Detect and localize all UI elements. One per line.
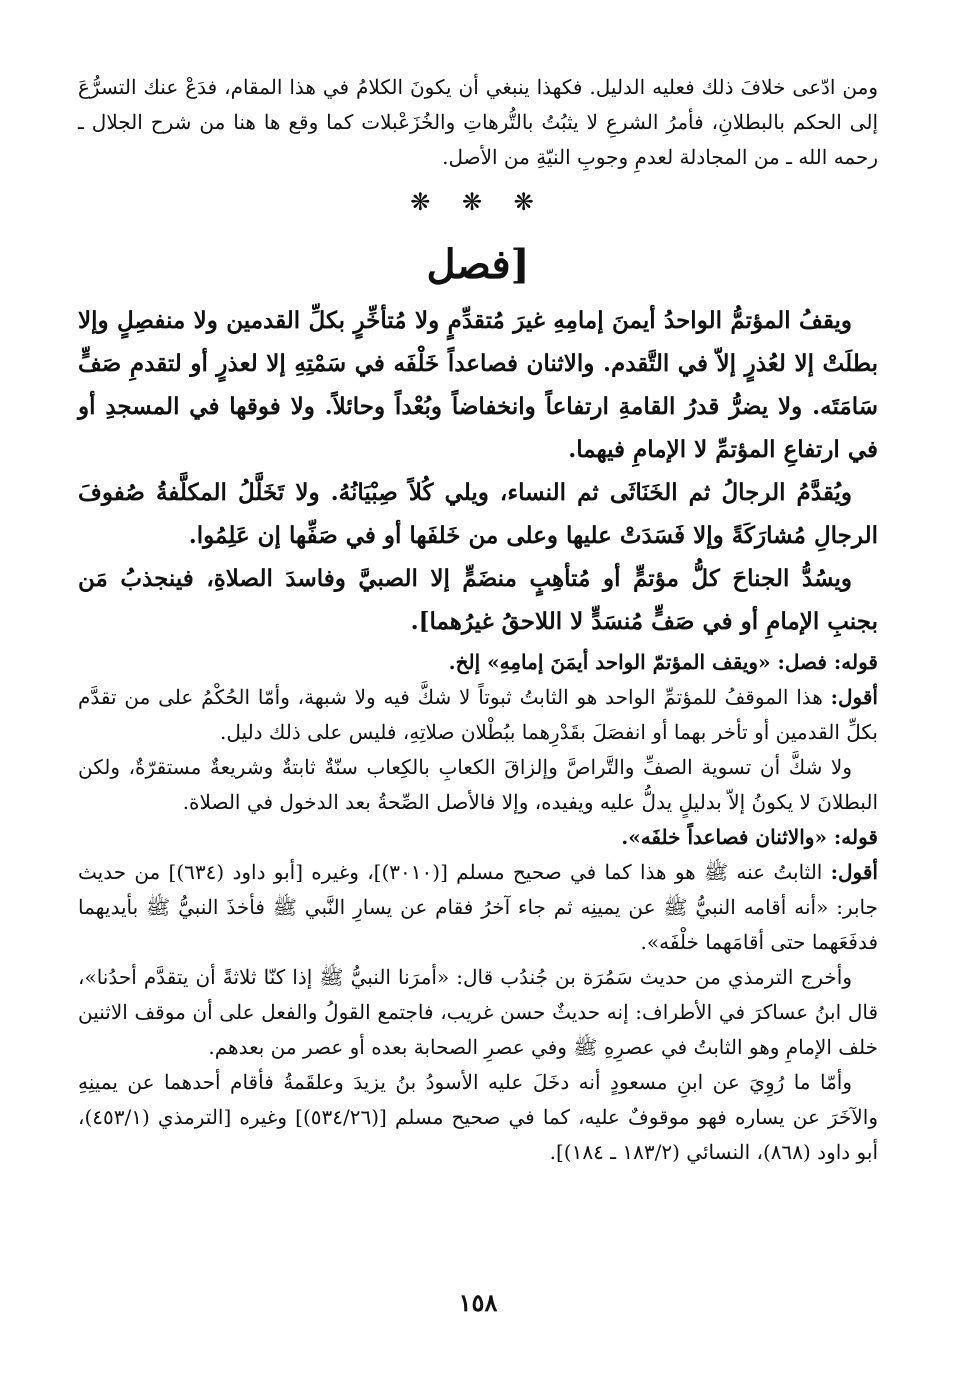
commentary-paragraph (78, 680, 878, 750)
commentary-text: ولا شكَّ أن تسوية الصفِّ والتَّراصَّ وإلزاقَ الكعابِ بالكِعاب سنّةٌ ثابتةٌ وشريعةٌ مستقرّةٌ، ولكن البطلانَ لا يكونُ إلاّ بدليلٍ يدلُّ عليه ويفيده، وإلا فالأصل الصِّحةُ بعد الدخول في الصلاة. (78, 755, 878, 814)
commentary-lead: أقول: (830, 860, 878, 884)
commentary-block (78, 645, 878, 1170)
commentary-lead: قوله: «والاثنان فصاعداً خلفَه». (621, 825, 878, 849)
commentary-lead: أقول: (830, 685, 878, 709)
matn-paragraph: ويسُدُّ الجناحَ كلُّ مؤتمٍّ أو مُتأهِبٍ منضَمٍّ إلا الصبيَّ وفاسدَ الصلاةِ، فينجذبُ مَن بجنبِ الإمامِ أو في صَفٍّ مُنسَدٍّ لا اللاحقُ غيرُهما]. (78, 565, 878, 635)
commentary-paragraph (78, 960, 878, 1065)
commentary-heading (78, 645, 878, 680)
commentary-paragraph (78, 855, 878, 960)
commentary-paragraph (78, 750, 878, 820)
commentary-heading (78, 820, 878, 855)
matn-paragraph: ويقفُ المؤتمُّ الواحدُ أيمنَ إمامِهِ غيرَ مُتقدِّمٍ ولا مُتأخِّرٍ بكلِّ القدمين ولا منفصِلٍ وإلا بطلَتْ إلا لعُذرٍ إلاّ في التَّقدم. والاثنان فصاعداً خَلْفَه في سَمْتِهِ إلا لعذرٍ أو لتقدمِ صَفٍّ سَامَتَه. ولا يضرُّ قدرُ القامةِ ارتفاعاً وانخفاضاً وبُعْداً وحائلاً. ولا فوقها في المسجدِ أو في ارتفاعِ المؤتمِّ لا الإمامِ فيهما. (78, 307, 878, 463)
intro-paragraph: ومن ادّعى خلافَ ذلك فعليه الدليل. فكهذا ينبغي أن يكونَ الكلامُ في هذا المقام، فدَعْ عنك التسرُّعَ إلى الحكم بالبطلانِ، فأمرُ الشرعِ لا يثبُتُ بالتُّرهاتِ والخُزَعْبلات كما وقع ها هنا من شرح الجلال ـ رحمه الله ـ من المجادلة لعدمِ وجوبِ النيّةِ من الأصل. (78, 75, 878, 169)
matn-paragraph: ويُقدَّمُ الرجالُ ثم الخَنَاثَى ثم النساء، ويلي كُلاً صِبْيَانُهُ. ولا تَخَلَّلُ المكلَّفةُ صُفوفَ الرجالِ مُشارَكَةً وإلا فَسَدَتْ عليها وعلى من خَلفَها أو في صَفِّها إن عَلِمُوا. (78, 479, 878, 549)
commentary-text: وأخرج الترمذي من حديث سَمُرَة بن جُندُب قال: «أمرَنا النبيُّ ﷺ إذا كنّا ثلاثةً أن يتقدَّم أحدُنا»، قال ابنُ عساكرَ في الأطراف: إنه حديثٌ حسن غريب، فاجتمع القولُ والفعل على أن موقف الاثنين خلف الإمامِ وهو الثابتُ في عصرِهِ ﷺ وفي عصرِ الصحابة بعده أو عصر من بعدهم. (78, 965, 878, 1059)
commentary-lead: قوله: فصل: «ويقف المؤتمّ الواحد أيمَنَ إمامِهِ» إلخ. (448, 650, 878, 674)
matn-block (78, 299, 878, 643)
section-title: [فصل (426, 241, 530, 288)
commentary-text: هذا الموقفُ للمؤتمِّ الواحد هو الثابتُ ثبوتاً لا شكَّ فيه ولا شبهة، وأمّا الحُكْمُ على من تقدَّم بكلِّ القدمين أو تأخر بهما أو انفصَلَ بقَدْرِهما ببُطْلان صلاتِهِ، فليس على ذلك دليل. (78, 685, 878, 744)
commentary-paragraph (78, 1065, 878, 1170)
commentary-text: الثابتُ عنه ﷺ هو هذا كما في صحيح مسلم [(٣٠١٠)]، وغيره [أبو داود (٦٣٤)] من حديث جابر: «أنه أقامه النبيُّ ﷺ عن يمينِه ثم جاء آخرُ فقام عن يسارِ النَّبي ﷺ فأخذَ النبيُّ ﷺ بأيديهما فدفَعَهما حتى أقامَهما خلْفَه». (78, 860, 878, 954)
commentary-text: وأمّا ما رُوِيَ عن ابنِ مسعودٍ أنه دخَلَ عليه الأسودُ بنُ يزيدَ وعلقَمةُ فأقام أحدهما عن يمينِهِ والآخَرَ عن يساره فهو موقوفٌ عليه، كما في صحيح مسلم [(٥٣٤/٢٦)] وغيره [الترمذي (٤٥٣/١)، أبو داود (٨٦٨)، النسائي (١٨٣/٢ ـ ١٨٤)]. (78, 1070, 878, 1164)
page-body (78, 70, 878, 1170)
page-number: ١٥٨ (458, 1288, 498, 1317)
section-ornament: ❋ ❋ ❋ (410, 188, 546, 216)
